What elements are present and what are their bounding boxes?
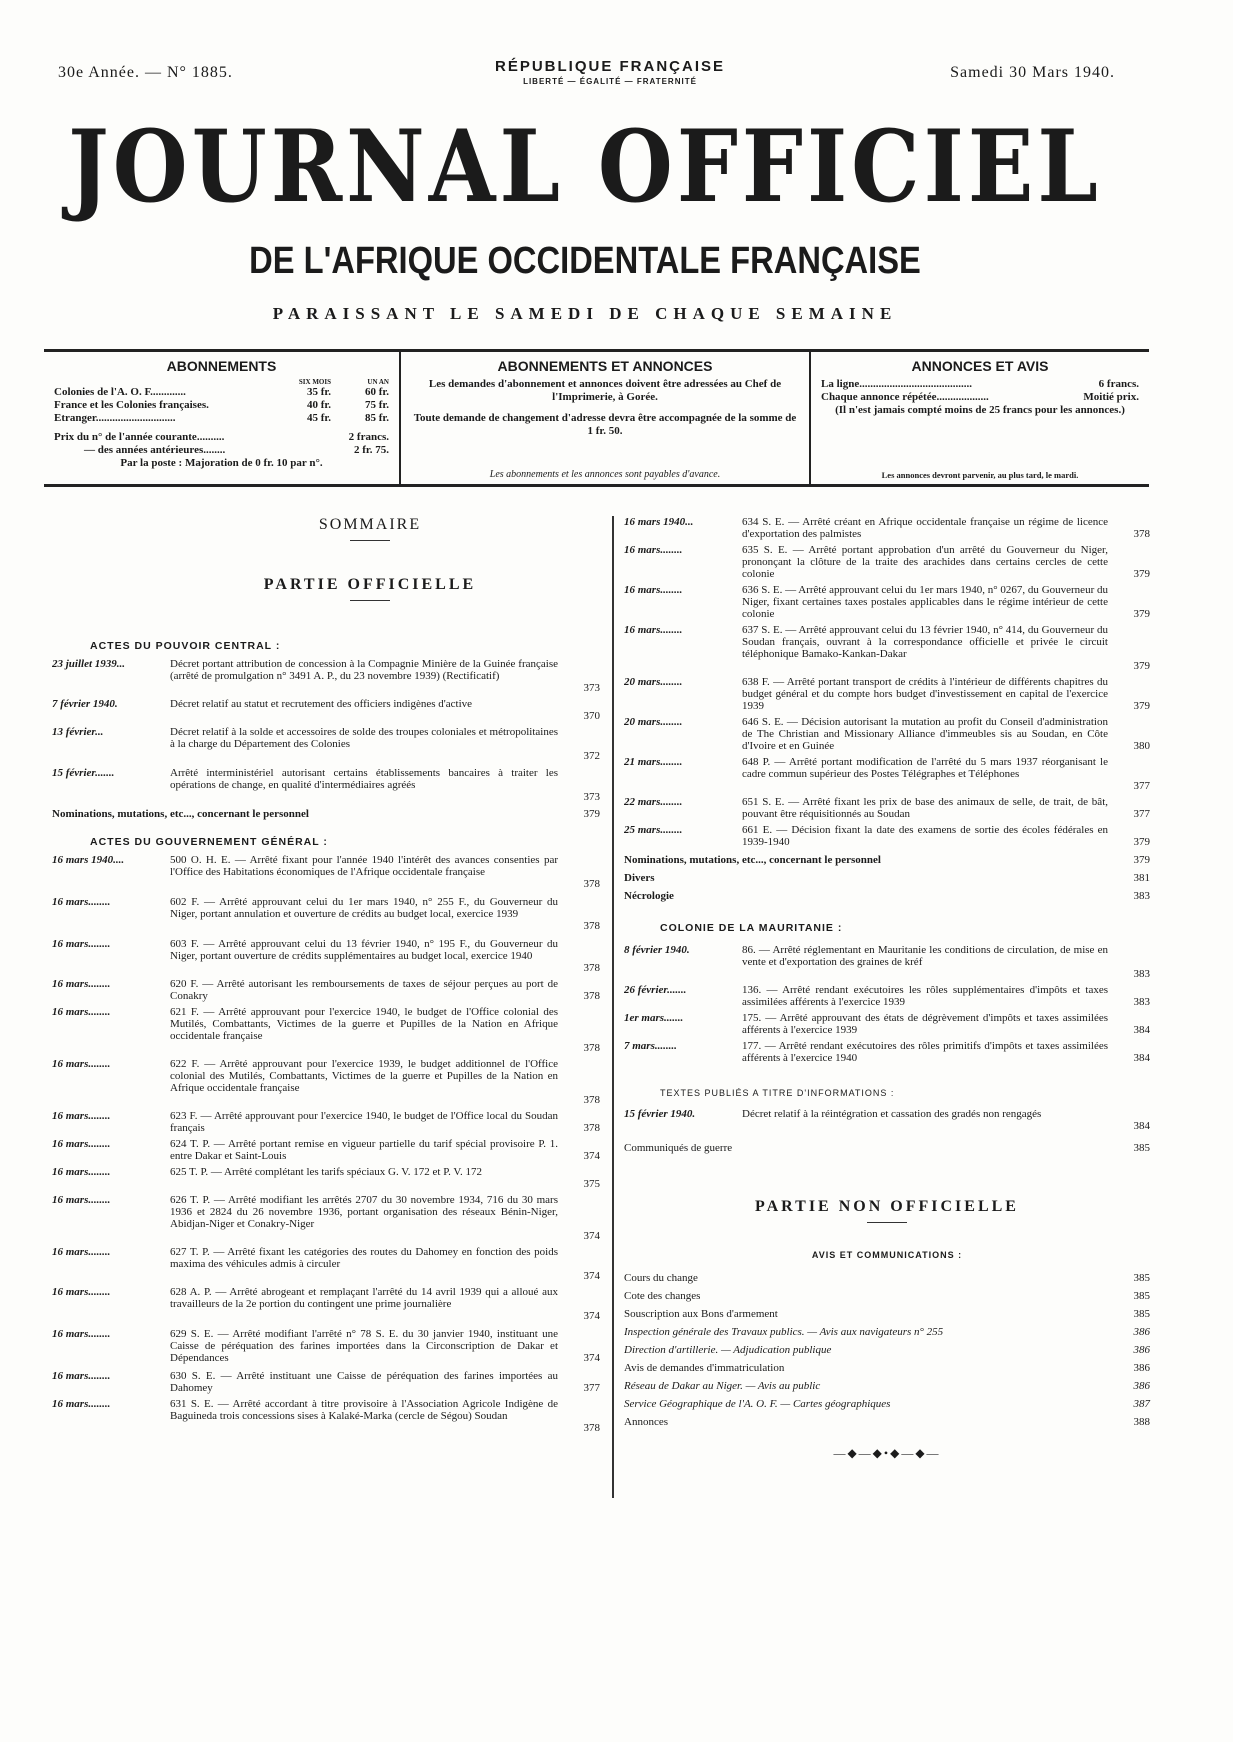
entry-page: 373	[583, 791, 600, 803]
entry-page: 387	[1133, 1398, 1150, 1410]
entry-page: 372	[583, 750, 600, 762]
entry-date: 16 mars........	[52, 1138, 111, 1150]
toc-entry	[52, 1194, 600, 1242]
journal-title: JOURNAL OFFICIEL	[68, 108, 1102, 225]
entry-page: 374	[583, 1352, 600, 1364]
address-paragraph: Les demandes d'abonnement et annonces doivent être adressées au Chef de l'Imprimerie, à Gorée.	[428, 378, 782, 403]
rate-year: 75 fr.	[364, 399, 389, 411]
ad-rate-value: 6 francs.	[1098, 378, 1139, 390]
issue-number: 30e Année. — N° 1885.	[58, 64, 233, 81]
entry-date: 16 mars........	[624, 624, 683, 636]
entry-title: 624 T. P. — Arrêté portant remise en vigueur partielle du tarif spécial provisoire P. 1. entre Dakar et Saint-Louis	[170, 1138, 558, 1162]
toc-entry	[52, 938, 600, 974]
entry-title: 602 F. — Arrêté approuvant celui du 1er mars 1940, n° 255 F., du Gouverneur du Niger, portant annulation et ouverture de crédits au budget local, exercice 1939	[170, 896, 558, 920]
partie-non-officielle-text: PARTIE NON OFFICIELLE	[755, 1198, 1019, 1215]
toc-entry	[624, 1040, 1150, 1064]
toc-simple-entry	[52, 808, 600, 820]
entry-page: 374	[583, 1310, 600, 1322]
entry-title: Souscription aux Bons d'armement	[624, 1308, 778, 1320]
entry-date: 22 mars........	[624, 796, 683, 808]
one-year-header: UN AN	[367, 378, 389, 386]
entry-title: Cote des changes	[624, 1290, 701, 1302]
entry-title: Inspection générale des Travaux publics. — Avis aux navigateurs n° 255	[624, 1326, 944, 1338]
entry-title: Annonces	[624, 1416, 668, 1428]
toc-simple-entry	[624, 1398, 1150, 1410]
entry-title: 651 S. E. — Arrêté fixant les prix de base des animaux de selle, de trait, de bât, pouvant être réquisitionnés au Soudan	[742, 796, 1108, 820]
entry-title: 636 S. E. — Arrêté approuvant celui du 1er mars 1940, n° 0267, du Gouverneur du Niger, fixant certaines taxes postales applicables dans le régime intérieur de cette colonie	[742, 584, 1108, 620]
toc-simple-entry	[624, 1142, 1150, 1154]
entry-title: 628 A. P. — Arrêté abrogeant et remplaçant l'arrêté du 14 avril 1939 qui a alloué aux travailleurs de la 2e portion du contingent une prime journalière	[170, 1286, 558, 1310]
toc-simple-entry	[624, 890, 1150, 902]
entry-page: 386	[1133, 1326, 1150, 1338]
entry-title: 648 P. — Arrêté portant modification de l'arrêté du 5 mars 1937 réorganisant le cadre commun supérieur des Postes Télégraphes et Téléphones	[742, 756, 1108, 780]
toc-entry	[52, 767, 600, 803]
toc-entry	[52, 1286, 600, 1322]
divider	[867, 1222, 907, 1223]
entry-title: Direction d'artillerie. — Adjudication publique	[624, 1344, 832, 1356]
entry-title: 629 S. E. — Arrêté modifiant l'arrêté n° 78 S. E. du 30 janvier 1940, instituant une Caisse de péréquation des farines importées dans la Circonscription de Dakar et Dépendances	[170, 1328, 558, 1364]
rate-row	[54, 412, 389, 425]
price-row	[54, 431, 389, 444]
entry-title: 625 T. P. — Arrêté complétant les tarifs spéciaux G. V. 172 et P. V. 172	[170, 1166, 482, 1178]
entry-date: 21 mars........	[624, 756, 683, 768]
entry-title: Décret portant attribution de concession à la Compagnie Minière de la Guinée française (arrêté de promulgation n° 3491 A. P., du 23 novembre 1939) (Rectificatif)	[170, 658, 558, 682]
entry-page: 375	[583, 1178, 600, 1190]
entry-title: 621 F. — Arrêté approuvant pour l'exercice 1940, le budget de l'Office colonial des Mutilés, Combattants, Victimes de la guerre et Pupilles de la Nation en Afrique occidentale française	[170, 1006, 558, 1042]
toc-entry	[52, 1246, 600, 1282]
sommaire-title-text: SOMMAIRE	[318, 516, 422, 533]
price-value: 2 francs.	[348, 431, 389, 443]
toc-entry	[52, 1398, 600, 1434]
entry-title: 646 S. E. — Décision autorisant la mutation au profit du Conseil d'administration de The Christian and Missionary Alliance d'immeubles sis au Soudan, en Côte d'Ivoire et en Guinée	[742, 716, 1108, 752]
entry-page: 386	[1133, 1344, 1150, 1356]
entry-title: Communiqués de guerre	[624, 1142, 733, 1154]
subscriptions-ads-heading: ABONNEMENTS ET ANNONCES	[497, 358, 713, 374]
toc-entry	[624, 584, 1150, 620]
entry-date: 16 mars........	[52, 1398, 111, 1410]
entry-date: 16 mars........	[52, 1194, 111, 1206]
entry-page: 374	[583, 1270, 600, 1282]
column-divider	[612, 516, 614, 1498]
subscriptions-column	[44, 352, 399, 484]
toc-entry	[52, 1138, 600, 1162]
subscriptions-columns-header	[54, 378, 389, 386]
entry-page: 379	[1133, 700, 1150, 712]
six-months-header: SIX MOIS	[298, 378, 331, 386]
entry-date: 16 mars........	[52, 1006, 111, 1018]
entry-page: 374	[583, 1230, 600, 1242]
entry-page: 386	[1133, 1380, 1150, 1392]
toc-entry	[624, 676, 1150, 712]
ad-rate-row	[821, 391, 1139, 404]
entry-date: 7 mars........	[624, 1040, 677, 1052]
entry-date: 26 février.......	[624, 984, 687, 996]
entry-date: 16 mars........	[52, 1328, 111, 1340]
entry-page: 378	[583, 962, 600, 974]
entry-title: 622 F. — Arrêté approuvant pour l'exercice 1939, le budget additionnel de l'Office colonial des Mutilés, Combattants, Victimes de la guerre et Pupilles de la Nation en Afrique occidentale française	[170, 1058, 558, 1094]
rate-label: France et les Colonies françaises.	[54, 399, 209, 411]
ad-rate-label: La ligne.........................................	[821, 378, 972, 390]
entry-date: 13 février...	[52, 726, 104, 738]
republic-label: RÉPUBLIQUE FRANÇAISE	[494, 58, 725, 75]
entry-page: 377	[1133, 780, 1150, 792]
issue-date: Samedi 30 Mars 1940.	[950, 64, 1115, 81]
entry-page: 383	[1133, 968, 1150, 980]
entry-date: 23 juillet 1939...	[52, 658, 126, 670]
entry-title: Avis de demandes d'immatriculation	[624, 1362, 785, 1374]
rate-six: 35 fr.	[306, 386, 331, 398]
partie-officielle-heading	[200, 576, 540, 601]
price-value: 2 fr. 75.	[353, 444, 389, 456]
toc-simple-entry	[624, 1326, 1150, 1338]
partie-non-officielle-heading	[624, 1198, 1150, 1223]
entry-page: 380	[1133, 740, 1150, 752]
entry-title: 136. — Arrêté rendant exécutoires les rôles supplémentaires d'impôts et taxes assimilées afférents à l'exercice 1939	[742, 984, 1108, 1008]
entry-date: 16 mars........	[52, 1286, 111, 1298]
entry-date: 16 mars........	[52, 1246, 111, 1258]
entry-page: 384	[1133, 1052, 1150, 1064]
entry-page: 388	[1133, 1416, 1150, 1428]
change-address-paragraph: Toute demande de changement d'adresse devra être accompagnée de la somme de 1 fr. 50.	[413, 412, 797, 437]
ad-rate-row	[821, 378, 1139, 391]
entry-page: 370	[583, 710, 600, 722]
entry-page: 378	[583, 990, 600, 1002]
section-heading: AVIS ET COMMUNICATIONS :	[811, 1250, 963, 1260]
entry-title: 627 T. P. — Arrêté fixant les catégories des routes du Dahomey en fonction des poids maxima des véhicules admis à circuler	[170, 1246, 558, 1270]
entry-title: Nécrologie	[624, 890, 674, 902]
postal-surcharge	[54, 457, 389, 470]
entry-date: 16 mars........	[52, 1166, 111, 1178]
entry-title: 626 T. P. — Arrêté modifiant les arrêtés 2707 du 30 novembre 1934, 716 du 30 mars 1936 et 2824 du 26 novembre 1936, portant organisation des réseaux Bénin-Niger, Abidjan-Niger et Conakry-Niger	[170, 1194, 558, 1230]
rate-label: Etranger.............................	[54, 412, 176, 424]
toc-entry	[52, 854, 600, 890]
republic-header	[430, 58, 790, 86]
entry-title: Décret relatif à la solde et accessoires de solde des troupes coloniales et métropolitaines à la charge du Département des Colonies	[170, 726, 558, 750]
entry-title: Nominations, mutations, etc..., concernant le personnel	[52, 808, 309, 820]
toc-entry	[52, 896, 600, 932]
toc-entry	[52, 1110, 600, 1134]
rate-year: 60 fr.	[364, 386, 389, 398]
entry-page: 384	[1133, 1120, 1150, 1132]
ads-heading: ANNONCES ET AVIS	[911, 358, 1049, 374]
entry-page: 381	[1133, 872, 1150, 884]
price-label: Prix du n° de l'année courante..........	[54, 431, 225, 443]
toc-simple-entry	[624, 1308, 1150, 1320]
entry-page: 379	[1133, 836, 1150, 848]
price-label: — des années antérieures........	[84, 444, 226, 456]
entry-page: 379	[1133, 608, 1150, 620]
entry-page: 385	[1133, 1272, 1150, 1284]
entry-page: 385	[1133, 1142, 1150, 1154]
ads-column	[809, 352, 1149, 484]
entry-date: 16 mars........	[624, 584, 683, 596]
motto: LIBERTÉ — ÉGALITÉ — FRATERNITÉ	[523, 77, 697, 86]
entry-date: 16 mars........	[52, 1058, 111, 1070]
toc-entry	[624, 1012, 1150, 1036]
rate-six: 40 fr.	[306, 399, 331, 411]
entry-title: Service Géographique de l'A. O. F. — Cartes géographiques	[624, 1398, 891, 1410]
subscriptions-heading: ABONNEMENTS	[166, 358, 277, 374]
sommaire-title	[200, 516, 540, 541]
entry-date: 25 mars........	[624, 824, 683, 836]
section-heading: TEXTES PUBLIÉS A TITRE D'INFORMATIONS :	[660, 1088, 895, 1098]
toc-entry	[624, 756, 1150, 792]
entry-page: 377	[583, 1382, 600, 1394]
entry-title: 635 S. E. — Arrêté portant approbation d'un arrêté du Gouverneur du Niger, prononçant la clôture de la traite des arachides dans certains cercles de cette colonie	[742, 544, 1108, 580]
entry-date: 20 mars........	[624, 676, 683, 688]
entry-date: 8 février 1940.	[624, 944, 690, 956]
toc-entry	[52, 1166, 600, 1190]
entry-page: 378	[583, 878, 600, 890]
toc-entry	[52, 658, 600, 694]
toc-entry	[624, 716, 1150, 752]
sommaire-left-column	[52, 640, 600, 1500]
entry-title: 500 O. H. E. — Arrêté fixant pour l'année 1940 l'intérêt des avances consenties par l'Office des Habitations économiques de l'Afrique occidentale française	[170, 854, 558, 878]
entry-date: 16 mars........	[52, 896, 111, 908]
entry-page: 378	[583, 1122, 600, 1134]
entry-title: 620 F. — Arrêté autorisant les remboursements de taxes de séjour perçues au port de Conakry	[170, 978, 558, 1002]
toc-entry	[52, 1328, 600, 1364]
rate-six: 45 fr.	[306, 412, 331, 424]
entry-title: Réseau de Dakar au Niger. — Avis au public	[624, 1380, 821, 1392]
divider	[350, 540, 390, 541]
toc-simple-entry	[624, 1272, 1150, 1284]
entry-title: Cours du change	[624, 1272, 698, 1284]
toc-entry	[624, 824, 1150, 848]
entry-title: 638 F. — Arrêté portant transport de crédits à l'intérieur de différents chapitres du budget général et du compte hors budget d'investissement en capital de l'exercice 1939	[742, 676, 1108, 712]
entry-date: 7 février 1940.	[52, 698, 118, 710]
divider	[350, 600, 390, 601]
toc-simple-entry	[624, 1380, 1150, 1392]
entry-date: 1er mars.......	[624, 1012, 684, 1024]
ad-rate-value: Moitié prix.	[1083, 391, 1139, 403]
toc-simple-entry	[624, 1362, 1150, 1374]
entry-title: Décret relatif à la réintégration et cassation des gradés non rengagés	[742, 1108, 1042, 1120]
entry-page: 385	[1133, 1290, 1150, 1302]
section-heading: ACTES DU POUVOIR CENTRAL :	[90, 640, 281, 652]
entry-page: 378	[583, 1094, 600, 1106]
postal-surcharge-text: Par la poste : Majoration de 0 fr. 10 par n°.	[120, 457, 323, 469]
rate-label: Colonies de l'A. O. F.............	[54, 386, 186, 398]
entry-page: 378	[1133, 528, 1150, 540]
rate-year: 85 fr.	[364, 412, 389, 424]
deadline-note: Les annonces devront parvenir, au plus tard, le mardi.	[881, 470, 1079, 480]
toc-simple-entry	[624, 1344, 1150, 1356]
toc-simple-entry	[624, 1416, 1150, 1428]
end-ornament: —◆—◆•◆—◆—	[833, 1446, 941, 1460]
entry-page: 379	[1133, 854, 1150, 866]
entry-date: 16 mars 1940...	[624, 516, 694, 528]
entry-title: Nominations, mutations, etc..., concernant le personnel	[624, 854, 881, 866]
toc-entry	[624, 984, 1150, 1008]
toc-entry	[52, 698, 600, 722]
entry-page: 383	[1133, 996, 1150, 1008]
subscriptions-ads-column	[399, 352, 809, 484]
ad-rate-label: Chaque annonce répétée...................	[821, 391, 989, 403]
entry-date: 16 mars 1940....	[52, 854, 125, 866]
toc-entry	[624, 944, 1150, 980]
entry-title: 603 F. — Arrêté approuvant celui du 13 février 1940, n° 195 F., du Gouverneur du Niger, portant ouverture de crédits supplémentaires au budget local, exercice 1940	[170, 938, 558, 962]
entry-title: Décret relatif au statut et recrutement des officiers indigènes d'active	[170, 698, 473, 710]
entry-page: 386	[1133, 1362, 1150, 1374]
entry-page: 377	[1133, 808, 1150, 820]
entry-title: 661 E. — Décision fixant la date des examens de sortie des écoles fédérales en 1939-1940	[742, 824, 1108, 848]
entry-page: 379	[1133, 660, 1150, 672]
entry-title: 637 S. E. — Arrêté approuvant celui du 13 février 1940, n° 414, du Gouverneur du Soudan français, ouvrant à la correspondance officielle et privée le circuit téléphonique Bamako-Kankan-Dakar	[742, 624, 1108, 660]
toc-entry	[52, 1058, 600, 1106]
entry-page: 385	[1133, 1308, 1150, 1320]
toc-entry	[52, 726, 600, 762]
rate-row	[54, 386, 389, 399]
entry-date: 15 février.......	[52, 767, 115, 779]
entry-date: 20 mars........	[624, 716, 683, 728]
entry-title: 634 S. E. — Arrêté créant en Afrique occidentale française un régime de licence d'exportation des palmistes	[742, 516, 1108, 540]
entry-page: 383	[1133, 890, 1150, 902]
entry-title: Arrêté interministériel autorisant certains établissements bancaires à traiter les opérations de change, en qualité d'intermédiaires agréés	[170, 767, 558, 791]
toc-simple-entry	[624, 872, 1150, 884]
entry-date: 16 mars........	[52, 1110, 111, 1122]
entry-date: 15 février 1940.	[624, 1108, 696, 1120]
entry-title: 175. — Arrêté approuvant des états de dégrèvement d'impôts et taxes assimilées afférents à l'exercice 1939	[742, 1012, 1108, 1036]
toc-entry	[624, 516, 1150, 540]
publication-frequency: PARAISSANT LE SAMEDI DE CHAQUE SEMAINE	[272, 304, 898, 323]
toc-entry	[52, 1006, 600, 1054]
section-heading: ACTES DU GOUVERNEMENT GÉNÉRAL :	[90, 836, 328, 848]
sommaire-right-column	[624, 516, 1150, 1516]
entry-page: 378	[583, 920, 600, 932]
entry-date: 16 mars........	[52, 1370, 111, 1382]
entry-page: 379	[1133, 568, 1150, 580]
partie-officielle-text: PARTIE OFFICIELLE	[263, 576, 477, 593]
entry-page: 378	[583, 1042, 600, 1054]
journal-subtitle: DE L'AFRIQUE OCCIDENTALE FRANÇAISE	[249, 240, 921, 282]
toc-simple-entry	[624, 854, 1150, 866]
toc-simple-entry	[624, 1290, 1150, 1302]
toc-entry	[624, 796, 1150, 820]
entry-date: 16 mars........	[52, 938, 111, 950]
payment-note: Les abonnements et les annonces sont payables d'avance.	[489, 469, 721, 480]
toc-entry	[52, 1370, 600, 1394]
entry-title: Divers	[624, 872, 655, 884]
entry-title: 86. — Arrêté réglementant en Mauritanie les conditions de circulation, de mise en vente et d'exportation des graines de kréf	[742, 944, 1108, 968]
price-row	[54, 444, 389, 457]
rate-row	[54, 399, 389, 412]
entry-page: 373	[583, 682, 600, 694]
section-heading: COLONIE DE LA MAURITANIE :	[660, 922, 843, 934]
entry-title: 630 S. E. — Arrêté instituant une Caisse de péréquation des farines importées au Dahomey	[170, 1370, 558, 1394]
entry-title: 623 F. — Arrêté approuvant pour l'exercice 1940, le budget de l'Office local du Soudan français	[170, 1110, 558, 1134]
subscription-box	[44, 349, 1149, 487]
entry-date: 16 mars........	[624, 544, 683, 556]
entry-title: 631 S. E. — Arrêté accordant à titre provisoire à l'Association Agricole Indigène de Baguineda trois concessions sises à Kalaké-Marka (cercle de Ségou) Soudan	[170, 1398, 558, 1422]
toc-entry	[52, 978, 600, 1002]
entry-page: 378	[583, 1422, 600, 1434]
entry-page: 374	[583, 1150, 600, 1162]
toc-entry	[624, 544, 1150, 580]
minimum-charge-note: (Il n'est jamais compté moins de 25 francs pour les annonces.)	[835, 404, 1125, 416]
toc-entry	[624, 624, 1150, 672]
entry-date: 16 mars........	[52, 978, 111, 990]
entry-title: 177. — Arrêté rendant exécutoires des rôles primitifs d'impôts et taxes assimilées afférents à l'exercice 1940	[742, 1040, 1108, 1064]
toc-entry	[624, 1108, 1150, 1132]
entry-page: 379	[583, 808, 600, 820]
entry-page: 384	[1133, 1024, 1150, 1036]
